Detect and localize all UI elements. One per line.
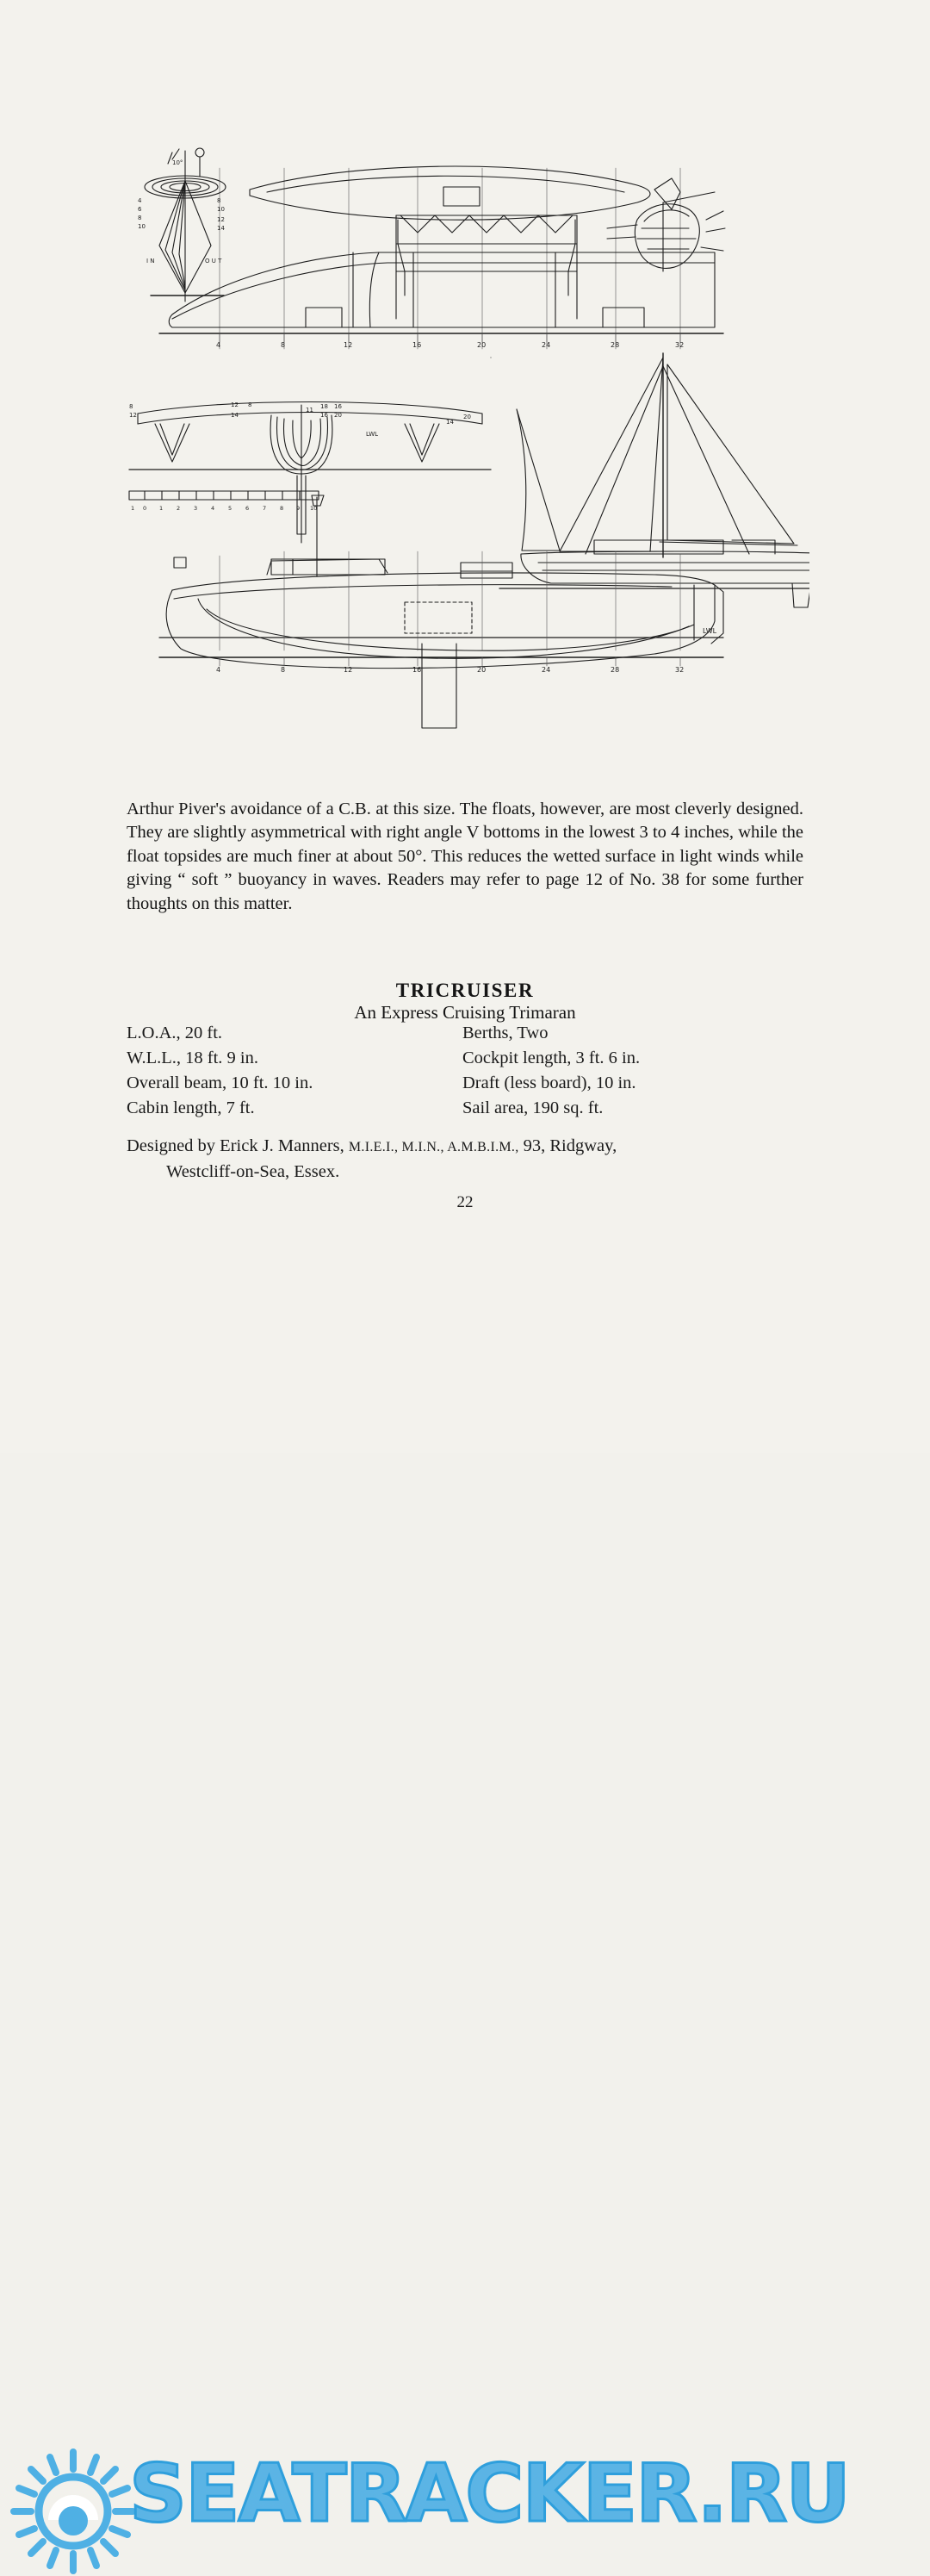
watermark-text: SEATRACKER.RU	[129, 2447, 849, 2540]
svg-text:8: 8	[138, 215, 142, 221]
specifications	[127, 1021, 807, 1121]
page-subtitle: An Express Cruising Trimaran	[354, 1002, 576, 1023]
svg-text:1: 1	[131, 505, 135, 512]
spec-item: Sail area, 190 sq. ft.	[462, 1098, 604, 1117]
svg-text:0: 0	[143, 505, 147, 512]
svg-text:20: 20	[477, 341, 487, 349]
svg-text:8: 8	[281, 666, 286, 674]
svg-text:12: 12	[231, 401, 239, 408]
page-number: 22	[456, 1193, 474, 1211]
svg-text:8: 8	[281, 341, 286, 349]
designer-address-part: 93, Ridgway,	[518, 1136, 617, 1155]
svg-text:18: 18	[320, 403, 328, 410]
svg-text:20: 20	[334, 412, 342, 419]
svg-text:14: 14	[231, 412, 239, 419]
svg-text:4: 4	[216, 341, 221, 349]
svg-text:3: 3	[194, 505, 198, 512]
spec-item: W.L.L., 18 ft. 9 in.	[127, 1048, 258, 1067]
svg-text:4: 4	[138, 197, 142, 204]
boat-plans-drawing	[121, 142, 809, 775]
svg-text:10: 10	[217, 206, 225, 213]
sun-icon	[9, 2447, 138, 2576]
svg-text:1: 1	[159, 505, 164, 512]
svg-text:2: 2	[177, 505, 181, 512]
svg-text:5: 5	[228, 505, 232, 512]
svg-text:16: 16	[334, 403, 342, 410]
svg-text:32: 32	[675, 666, 685, 674]
svg-text:10: 10	[138, 223, 146, 230]
svg-text:12: 12	[344, 341, 353, 349]
svg-text:6: 6	[245, 505, 250, 512]
svg-text:8: 8	[280, 505, 284, 512]
spec-item: Overall beam, 10 ft. 10 in.	[127, 1073, 313, 1092]
svg-text:32: 32	[675, 341, 685, 349]
page-title: TRICRUISER	[395, 980, 535, 1002]
svg-text:10: 10	[310, 505, 318, 512]
spec-item: L.O.A., 20 ft.	[127, 1024, 223, 1042]
svg-text:20: 20	[477, 666, 487, 674]
svg-text:I N: I N	[146, 258, 155, 264]
spec-item: Draft (less board), 10 in.	[462, 1073, 636, 1092]
article-paragraph: Arthur Piver's avoidance of a C.B. at this size. The floats, however, are most cleverly designed. They are slightly asymmetrical with right angle V bottoms in the lowest 3 to 4 inches, while the float topsides are much finer at about 50°. This reduces the wetted surface in light winds while giving “ soft ” buoyancy in waves. Readers may refer to page 12 of No. 38 for some further thoughts on this matter.	[127, 799, 803, 913]
svg-text:28: 28	[611, 341, 620, 349]
svg-text:16: 16	[412, 666, 422, 674]
svg-text:12: 12	[129, 412, 137, 419]
svg-text:4: 4	[216, 666, 221, 674]
svg-text:10°: 10°	[172, 159, 183, 166]
svg-text:O U T: O U T	[205, 258, 222, 264]
spec-item: Cabin length, 7 ft.	[127, 1098, 255, 1117]
svg-text:8: 8	[129, 403, 133, 410]
svg-text:14: 14	[217, 225, 225, 232]
svg-text:16: 16	[412, 341, 422, 349]
svg-text:24: 24	[542, 341, 551, 349]
svg-text:24: 24	[542, 666, 551, 674]
specs-column-right	[462, 1021, 807, 1121]
svg-text:14: 14	[446, 419, 454, 426]
svg-text:11: 11	[306, 407, 313, 414]
svg-text:16: 16	[320, 412, 328, 419]
svg-text:8: 8	[217, 197, 221, 204]
svg-text:4: 4	[211, 505, 215, 512]
specs-column-left	[127, 1021, 462, 1121]
designer-prefix: Designed by Erick J. Manners,	[127, 1136, 349, 1155]
designer-credit	[127, 1134, 807, 1185]
spec-item: Cockpit length, 3 ft. 6 in.	[462, 1048, 641, 1067]
svg-text:28: 28	[611, 666, 620, 674]
spec-item: Berths, Two	[462, 1024, 549, 1042]
svg-text:6: 6	[138, 206, 142, 213]
svg-text:12: 12	[217, 216, 225, 223]
plans-svg	[121, 142, 809, 775]
watermark	[0, 1222, 930, 2540]
svg-text:20: 20	[463, 414, 471, 420]
svg-text:LWL: LWL	[366, 431, 379, 438]
svg-text:7: 7	[263, 505, 267, 512]
svg-text:8: 8	[248, 401, 252, 408]
designer-address-line2: Westcliff-on-Sea, Essex.	[166, 1162, 340, 1181]
designer-qualifications: M.I.E.I., M.I.N., A.M.B.I.M.,	[348, 1140, 519, 1154]
svg-text:9: 9	[296, 505, 301, 512]
svg-text:LWL: LWL	[703, 627, 717, 635]
svg-text:12: 12	[344, 666, 353, 674]
